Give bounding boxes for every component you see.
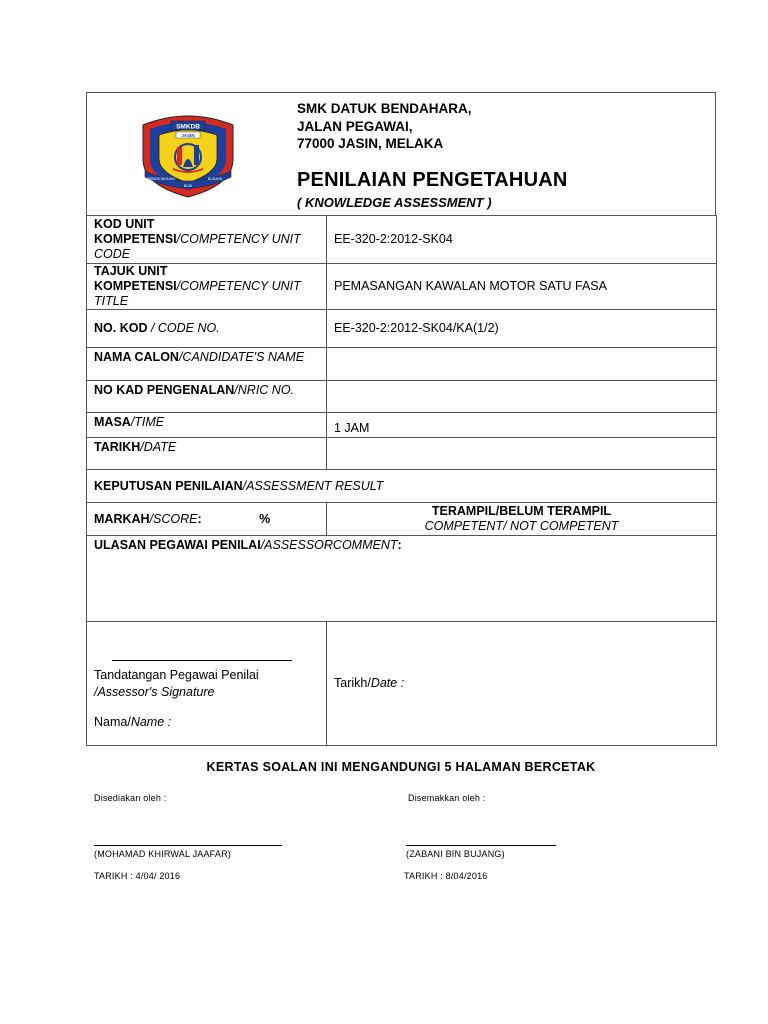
row-date [87,438,717,470]
row-candidate-name [87,348,717,381]
address-line-3: 77000 JASIN, MELAKA [297,136,444,151]
prepared-date: TARIKH : 4/04/ 2016 [94,871,181,881]
score-percent-sign: % [259,511,271,526]
signature-line [112,660,292,661]
label-nric: NO KAD PENGENALAN/NRIC NO. [87,381,327,413]
result-options-malay: TERAMPIL/BELUM TERAMPIL [431,504,612,518]
form-title: PENILAIAN PENGETAHUAN [297,169,568,191]
label-candidate-name: NAMA CALON/CANDIDATE'S NAME [87,348,327,381]
signature-date-cell[interactable]: Tarikh/Date : [327,622,717,746]
signature-caption: Tandatangan Pegawai Penilai /Assessor's Signature [94,668,259,699]
form-subtitle: ( KNOWLEDGE ASSESSMENT ) [297,195,492,210]
date-field[interactable] [327,438,717,470]
label-score: MARKAH/SCORE: % [87,503,327,536]
verified-by-name: (ZABANI BIN BUJANG) [406,849,505,859]
verified-date: TARIKH : 8/04/2016 [404,871,488,881]
result-options-english: COMPETENT/ NOT COMPETENT [424,519,619,533]
row-nric [87,381,717,413]
candidate-name-field[interactable] [327,348,717,381]
assessor-signature-cell[interactable] [87,622,327,746]
label-competency-unit-title: TAJUK UNIT KOMPETENSI/COMPETENCY UNIT TITLE [87,264,327,310]
address-line-1: SMK DATUK BENDAHARA, [297,101,472,116]
row-score [87,503,717,536]
logo-motto-left: PENGETAHUAN [147,177,175,181]
address-line-2: JALAN PEGAWAI, [297,118,413,134]
label-date: TARIKH/DATE [87,438,327,470]
row-competency-unit-title [87,264,717,310]
verified-by-signature-line [406,845,556,846]
logo-motto-right: BUDAYA [207,177,223,181]
row-competency-unit-code [87,216,717,264]
label-competency-unit-code: KOD UNIT KOMPETENSI/COMPETENCY UNIT CODE [87,216,327,264]
result-options [327,503,717,536]
prepared-by-label: Disediakan oleh : [94,793,167,803]
verified-by-label: Disemakkan oleh : [408,793,486,803]
value-code-no: EE-320-2:2012-SK04/KA(1/2) [327,310,717,348]
school-address [297,100,472,153]
value-competency-unit-code: EE-320-2:2012-SK04 [327,216,717,264]
label-code-no: NO. KOD / CODE NO. [87,310,327,348]
school-crest-logo [137,111,239,199]
value-competency-unit-title: PEMASANGAN KAWALAN MOTOR SATU FASA [327,264,717,310]
assessment-table [86,215,717,746]
logo-banner-text: JASIN [181,132,195,138]
row-code-no [87,310,717,348]
logo-motto-mid: BUDI [183,184,193,188]
row-assessment-result [87,470,717,503]
nric-field[interactable] [327,381,717,413]
label-assessment-result: KEPUTUSAN PENILAIAN/ASSESSMENT RESULT [87,470,717,503]
row-time [87,413,717,438]
page-count-notice: KERTAS SOALAN INI MENGANDUNGI 5 HALAMAN BERCETAK [206,760,596,774]
form-header [86,92,716,216]
assessor-name-label: Nama/Name : [94,715,172,729]
prepared-by-signature-line [94,845,282,846]
row-assessor-comment [87,536,717,622]
value-time: 1 JAM [327,413,717,438]
row-signature [87,622,717,746]
prepared-by-name: (MOHAMAD KHIRWAL JAAFAR) [94,849,231,859]
assessor-comment-area[interactable]: ULASAN PEGAWAI PENILAI/ASSESSORCOMMENT: [87,536,717,622]
logo-top-text: SMKDB [176,123,200,131]
label-time: MASA/TIME [87,413,327,438]
